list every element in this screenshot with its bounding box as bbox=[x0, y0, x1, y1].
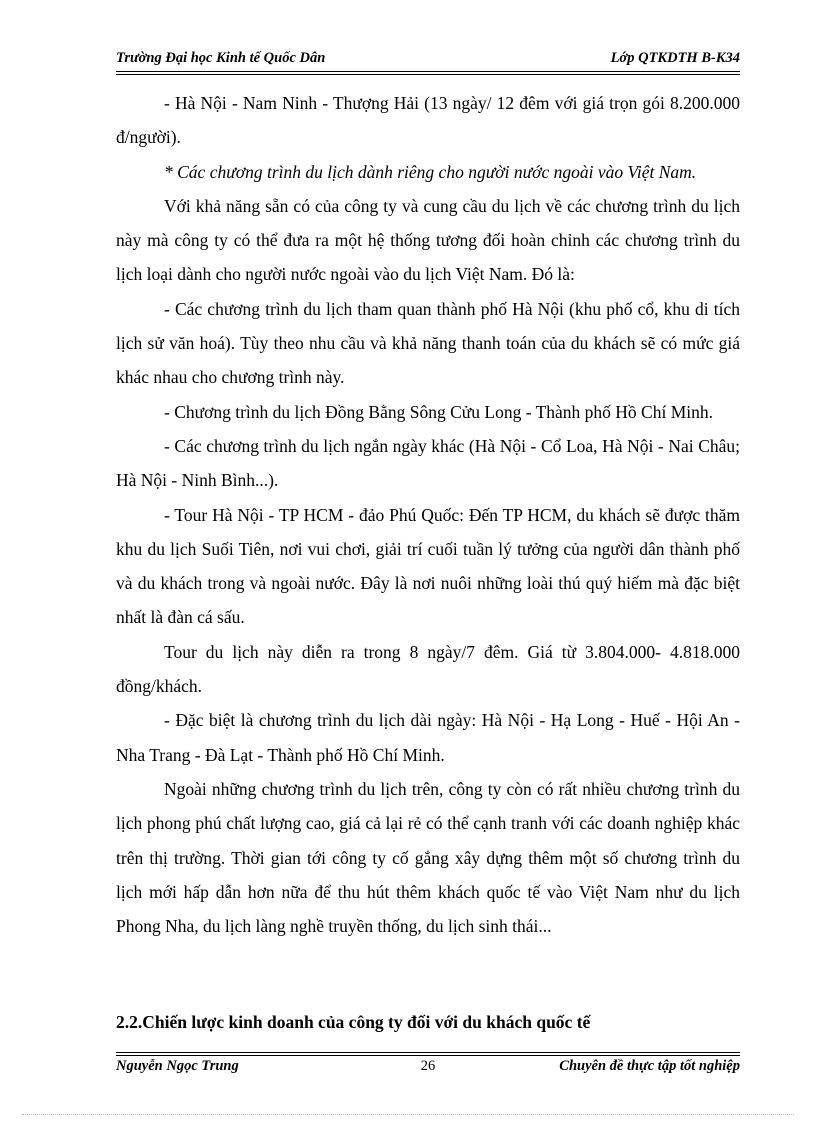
paragraph: - Chương trình du lịch Đồng Bằng Sông Cửu Long - Thành phố Hồ Chí Minh. bbox=[164, 401, 714, 422]
paragraph: - Hà Nội - Nam Ninh - Thượng Hải (13 ngày/ 12 đêm với giá trọn gói 8.200.000 đ/người). bbox=[116, 93, 740, 148]
paragraph: - Tour Hà Nội - TP HCM - đảo Phú Quốc: Đến TP HCM, du khách sẽ được thăm khu du lịch Suối Tiên, nơi vui chơi, giải trí cuối tuần lý tưởng của người dân thành phố và du khách trong và ngoài nước. Đây là nơi nuôi những loài thú quý hiếm mà đặc biệt nhất là đàn cá sấu. bbox=[116, 504, 740, 628]
body-text bbox=[116, 86, 740, 943]
page-header bbox=[116, 50, 740, 70]
paragraph-italic-subheading: * Các chương trình du lịch dành riêng cho người nước ngoài vào Việt Nam. bbox=[164, 161, 697, 182]
header-rule bbox=[116, 71, 740, 72]
paragraph: - Các chương trình du lịch tham quan thành phố Hà Nội (khu phố cổ, khu di tích lịch sử văn hoá). Tùy theo nhu cầu và khả năng thanh toán của du khách sẽ có mức giá khác nhau cho chương trình này. bbox=[116, 298, 740, 388]
paragraph: Ngoài những chương trình du lịch trên, công ty còn có rất nhiều chương trình du lịch phong phú chất lượng cao, giá cả lại rẻ có thể cạnh tranh với các doanh nghiệp khác trên thị trường. Thời gian tới công ty cố gắng xây dựng thêm một số chương trình du lịch mới hấp dẫn hơn nữa để thu hút thêm khách quốc tế vào Việt Nam như du lịch Phong Nha, du lịch làng nghề truyền thống, du lịch sinh thái... bbox=[116, 778, 740, 937]
page-number: 26 bbox=[420, 1058, 436, 1074]
header-university: Trường Đại học Kinh tế Quốc Dân bbox=[116, 50, 326, 66]
paragraph: - Các chương trình du lịch ngắn ngày khác (Hà Nội - Cổ Loa, Hà Nội - Nai Châu; Hà Nội - Ninh Bình...). bbox=[116, 435, 740, 491]
header-rule-thin bbox=[116, 74, 740, 75]
page-edge-divider bbox=[22, 1114, 794, 1115]
paragraph: Tour du lịch này diễn ra trong 8 ngày/7 đêm. Giá từ 3.804.000- 4.818.000 đồng/khách. bbox=[116, 641, 740, 697]
section-heading: 2.2.Chiến lược kinh doanh của công ty đối với du khách quốc tế bbox=[116, 1012, 591, 1032]
paragraph: - Đặc biệt là chương trình du lịch dài ngày: Hà Nội - Hạ Long - Huế - Hội An - Nha Trang - Đà Lạt - Thành phố Hồ Chí Minh. bbox=[116, 710, 740, 765]
page-footer bbox=[116, 1058, 740, 1078]
footer-author: Nguyễn Ngọc Trung bbox=[116, 1058, 239, 1074]
footer-rule bbox=[116, 1052, 740, 1053]
footer-title: Chuyên đề thực tập tốt nghiệp bbox=[559, 1058, 740, 1074]
footer-rule-thin bbox=[116, 1055, 740, 1056]
header-class: Lớp QTKDTH B-K34 bbox=[610, 50, 740, 66]
paragraph: Với khả năng sẵn có của công ty và cung cầu du lịch về các chương trình du lịch này mà công ty có thể đưa ra một hệ thống tương đối hoàn chỉnh các chương trình du lịch loại dành cho người nước ngoài vào du lịch Việt Nam. Đó là: bbox=[116, 195, 740, 285]
